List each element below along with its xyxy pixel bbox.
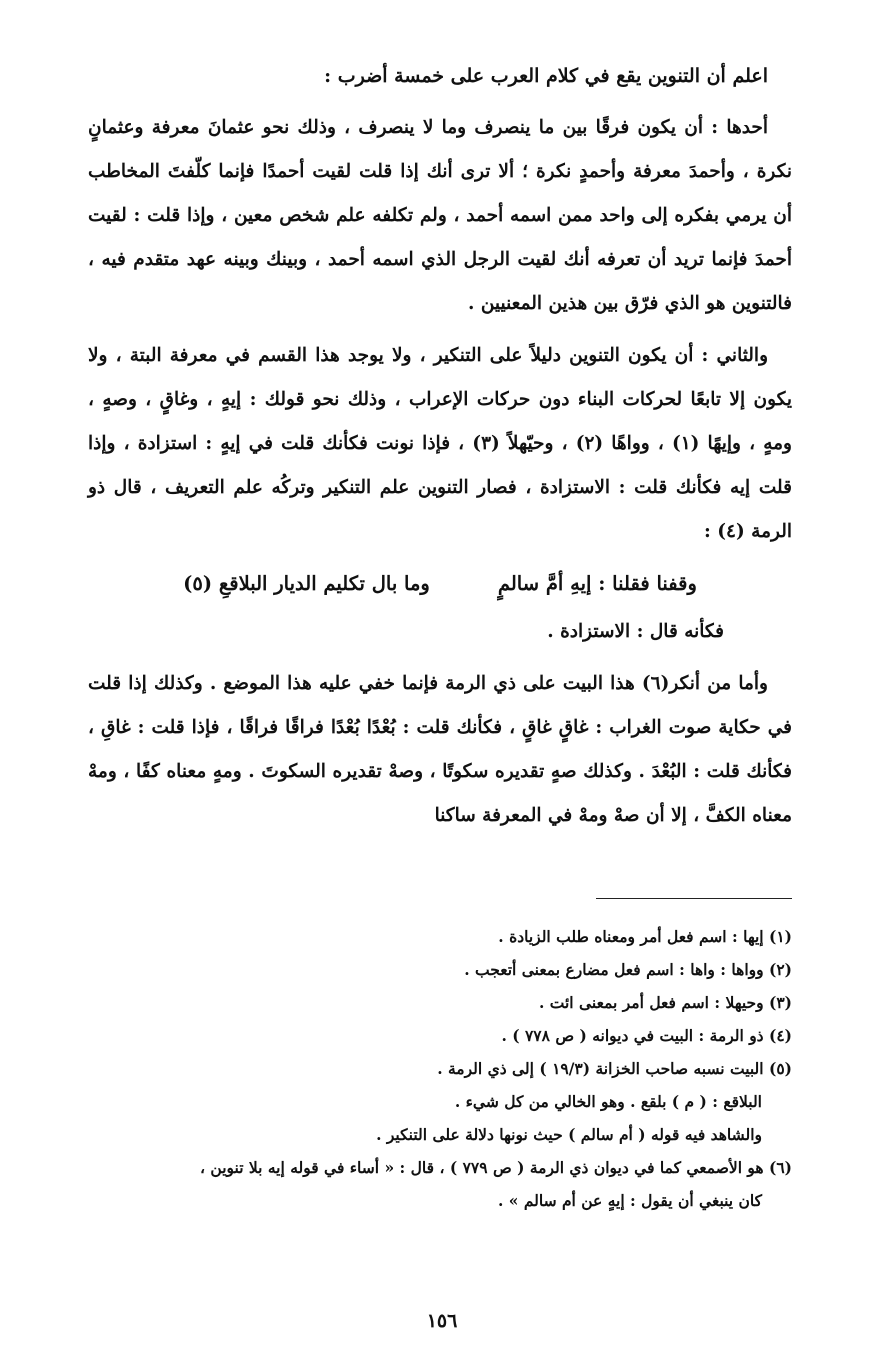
paragraph-line: والثاني : أن يكون التنوين دليلاً على التنكير ، ولا يوجد هذا القسم في معرفة [169, 345, 769, 366]
paragraph-continuation [88, 662, 792, 838]
footnotes [72, 920, 792, 1217]
verse-explanation: فكأنه قال : الاستزادة . [547, 621, 724, 642]
paragraph-line: قلت في إيهٍ : استزادة ، وإذا قلت إيه فكأنك قلت : الاستزادة ، فصار التنوين علم [88, 433, 792, 498]
footnote: (٢) وواها : واها : اسم فعل مضارع بمعنى أتعجب . [464, 960, 792, 979]
paragraph-line: وأما من أنكر(٦) هذا البيت على ذي الرمة فإنما خفي عليه هذا الموضع . [209, 673, 768, 694]
paragraph-line: فإنما كلّفتَ المخاطب أن يرمي بفكره إلى واحد ممن اسمه أحمد ، ولم تكلفه علم [88, 161, 792, 226]
paragraph-line: تقديره السكوتَ . ومهٍ معناه كفًا ، ومهْ معناه الكفَّ ، إلا أن صهْ ومهْ في المعرفة ساكنا [88, 761, 792, 826]
footnote: (١) إيها : اسم فعل أمر ومعناه طلب الزيادة . [498, 927, 792, 946]
footnote-continuation: والشاهد فيه قوله ( أم سالم ) حيث نونها دلالة على التنكير . [376, 1125, 762, 1144]
footnote-continuation: كان ينبغي أن يقول : إيهٍ عن أم سالم » . [497, 1191, 762, 1210]
main-text [88, 56, 792, 846]
intro-line: اعلم أن التنوين يقع في كلام العرب على خمسة أضرب : [324, 65, 768, 87]
verse-first-hemistich: وقفنا فقلنا : إيهِ أمَّ سالمٍ [497, 572, 697, 595]
paragraph-line: البتة ، ولا يكون إلا تابعًا لحركات البناء دون حركات الإعراب ، وذلك نحو قولك : [88, 345, 792, 410]
paragraph-line: شخص معين ، وإذا قلت : لقيت أحمدَ فإنما تريد أن تعرفه أنك لقيت الرجل الذي [88, 205, 792, 270]
paragraph-line: معرفة وعثمانٍ نكرة ، وأحمدَ معرفة وأحمدٍ نكرة ؛ ألا ترى أنك إذا قلت لقيت أحمدًا [88, 117, 792, 182]
paragraph-second-kind [88, 334, 792, 554]
verse-second-hemistich: وما بال تكليم الديار البلاقعِ (٥) [183, 572, 430, 595]
paragraph-line: وكذلك إذا قلت في حكاية صوت الغراب : غاقٍ غاقٍ ، فكأنك قلت : بُعْدًا بُعْدًا فراقًا [88, 673, 792, 738]
footnote: (٣) وحيهلا : اسم فعل أمر بمعنى ائت . [538, 993, 792, 1012]
paragraph-line: اسمه أحمد ، وبينك وبينه عهد متقدم فيه ، فالتنوين هو الذي فرّق بين هذين المعنيين . [88, 249, 792, 314]
paragraph-line: التنكير وتركُه علم التعريف ، قال ذو الرمة (٤) : [88, 477, 792, 542]
footnote: (٤) ذو الرمة : البيت في ديوانه ( ص ٧٧٨ ) . [501, 1026, 792, 1045]
footnote: (٥) البيت نسبه صاحب الخزانة (١٩/٣ ) إلى ذي الرمة . [437, 1059, 792, 1078]
paragraph-line: فراقًا ، فإذا قلت : غاقِ ، فكأنك قلت : البُعْدَ . وكذلك صهٍ تقديره سكوتًا ، وصهْ [88, 717, 792, 782]
page-number: ١٥٦ [426, 1310, 458, 1332]
footnote: (٦) هو الأصمعي كما في ديوان ذي الرمة ( ص ٧٧٩ ) ، قال : « أساء في قوله إيه بلا تنوين ، [200, 1158, 792, 1177]
poetry-verse [88, 562, 792, 606]
paragraph-first-kind [88, 106, 792, 326]
footnote-continuation: البلاقع : ( م ) بلقع . وهو الخالي من كل شيء . [454, 1092, 762, 1111]
paragraph-line: أحدها : أن يكون فرقًا بين ما ينصرف وما لا ينصرف ، وذلك نحو عثمانَ [207, 117, 768, 138]
footnote-separator [596, 898, 792, 899]
paragraph-line: إيهٍ ، وغاقٍ ، وصهٍ ، ومهٍ ، وإيهًا (١) ، وواهًا (٢) ، وحيّهلاً (٣) ، فإذا نونت فكأنك [88, 389, 792, 454]
